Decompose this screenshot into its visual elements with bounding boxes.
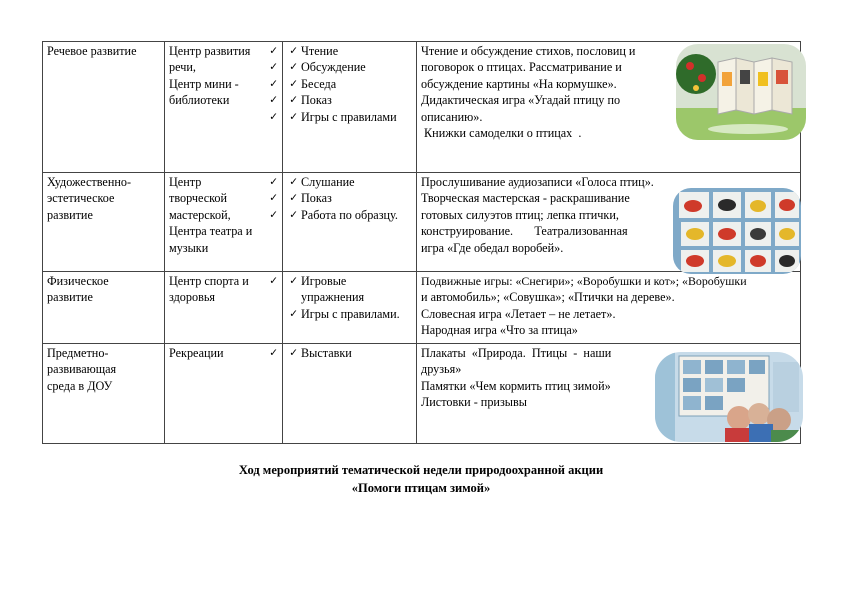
content-line: Прослушивание аудиозаписи «Голоса птиц». <box>421 175 654 189</box>
centers-cell <box>165 344 283 444</box>
forms-cell <box>283 173 417 272</box>
forms-cell <box>283 42 417 173</box>
checkmark-icon: ✓ <box>289 347 298 359</box>
form-item: Чтение <box>301 44 339 58</box>
table-row <box>43 173 801 272</box>
content-line: и автомобиль»; «Совушка»; «Птички на дереве». <box>421 290 675 305</box>
content-line: Народная игра «Что за птица» <box>421 323 578 338</box>
checkmark-icon: ✓ <box>269 347 278 359</box>
activities-table <box>42 41 801 444</box>
section-heading-line-1: Ход мероприятий тематической недели природоохранной акции <box>238 463 604 477</box>
center-item: Рекреации <box>169 346 224 360</box>
checkmark-icon: ✓ <box>289 307 298 320</box>
checkmark-icon: ✓ <box>269 45 278 57</box>
center-item: здоровья <box>169 290 215 305</box>
area-label: Предметно-развивающая среда в ДОУ <box>47 346 117 393</box>
center-item: Центр мини - <box>169 76 239 91</box>
content-cell <box>417 272 801 344</box>
form-item: Обсуждение <box>301 60 366 75</box>
content-line: Словесная игра «Летает – не летает». <box>421 306 616 321</box>
content-line: игра «Где обедал воробей». <box>421 240 564 255</box>
checkmark-icon: ✓ <box>269 275 278 287</box>
center-item: речи, <box>169 60 196 75</box>
area-label: Художественно-эстетическое развитие <box>47 175 132 222</box>
content-line: Чтение и обсуждение стихов, пословиц и <box>421 44 636 58</box>
children-poster-image <box>655 352 803 442</box>
forms-cell <box>283 344 417 444</box>
forms-cell <box>283 272 417 344</box>
content-line: обсуждение картины «На кормушке». <box>421 76 617 91</box>
checkmark-icon: ✓ <box>269 61 278 74</box>
form-item: Игровые упражнения <box>301 274 365 305</box>
checkmark-icon: ✓ <box>269 94 278 107</box>
center-item: Центра театра и <box>169 224 253 239</box>
content-line: Памятки «Чем кормить птиц зимой» <box>421 378 611 393</box>
checkmark-icon: ✓ <box>289 110 298 123</box>
area-cell <box>43 272 165 344</box>
content-line: Книжки самоделки о птицах . <box>421 126 582 141</box>
center-item: библиотеки <box>169 93 230 108</box>
content-cell <box>417 42 801 173</box>
center-item: творческой <box>169 191 228 206</box>
content-line: готовых силуэтов птиц; лепка птички, <box>421 207 619 222</box>
form-item: Игры с правилами. <box>301 306 400 321</box>
center-item: музыки <box>169 240 209 255</box>
table-row <box>43 344 801 444</box>
bird-drawings-image <box>673 188 801 274</box>
table-row <box>43 42 801 173</box>
checkmark-icon: ✓ <box>269 192 278 205</box>
checkmark-icon: ✓ <box>289 94 298 107</box>
content-cell <box>417 173 801 272</box>
checkmark-icon: ✓ <box>289 77 298 90</box>
checkmark-icon: ✓ <box>289 208 298 221</box>
children-poster-photo <box>655 352 803 442</box>
centers-cell <box>165 272 283 344</box>
content-line: описанию». <box>421 109 483 124</box>
content-line: Творческая мастерская - раскрашивание <box>421 191 630 206</box>
bird-booklets-photo <box>676 44 806 140</box>
area-cell <box>43 42 165 173</box>
checkmark-icon: ✓ <box>269 110 278 123</box>
bird-booklets-image <box>676 44 806 140</box>
checkmark-icon: ✓ <box>289 192 298 205</box>
area-label: Физическое развитие <box>47 274 109 305</box>
content-line: конструирование. Театрализованная <box>421 224 628 239</box>
area-cell <box>43 173 165 272</box>
content-line: Подвижные игры: «Снегири»; «Воробушки и кот»; «Воробушки <box>421 274 747 288</box>
checkmark-icon: ✓ <box>289 275 298 287</box>
form-item: Игры с правилами <box>301 109 397 124</box>
checkmark-icon: ✓ <box>269 208 278 221</box>
area-cell <box>43 344 165 444</box>
centers-cell <box>165 173 283 272</box>
checkmark-icon: ✓ <box>289 45 298 57</box>
checkmark-icon: ✓ <box>289 176 298 188</box>
table-row <box>43 272 801 344</box>
checkmark-icon: ✓ <box>269 77 278 90</box>
area-label: Речевое развитие <box>47 44 137 58</box>
checkmark-icon: ✓ <box>269 176 278 188</box>
content-line: поговорок о птицах. Рассматривание и <box>421 60 622 75</box>
center-item: Центр спорта и <box>169 274 249 288</box>
form-item: Работа по образцу. <box>301 207 398 222</box>
content-line: Дидактическая игра «Угадай птицу по <box>421 93 621 108</box>
content-line: друзья» <box>421 362 462 377</box>
center-item: Центр развития <box>169 44 251 58</box>
form-item: Показ <box>301 93 332 108</box>
content-line: Листовки - призывы <box>421 395 527 410</box>
form-item: Выставки <box>301 346 352 360</box>
center-item: Центр <box>169 175 202 189</box>
content-cell <box>417 344 801 444</box>
content-line: Плакаты «Природа. Птицы - наши <box>421 346 612 360</box>
center-item: мастерской, <box>169 207 231 222</box>
form-item: Слушание <box>301 175 355 189</box>
centers-cell <box>165 42 283 173</box>
checkmark-icon: ✓ <box>289 61 298 74</box>
form-item: Показ <box>301 191 332 206</box>
form-item: Беседа <box>301 76 337 91</box>
bird-drawings-photo <box>673 188 801 274</box>
section-heading-line-2: «Помоги птицам зимой» <box>351 481 491 495</box>
